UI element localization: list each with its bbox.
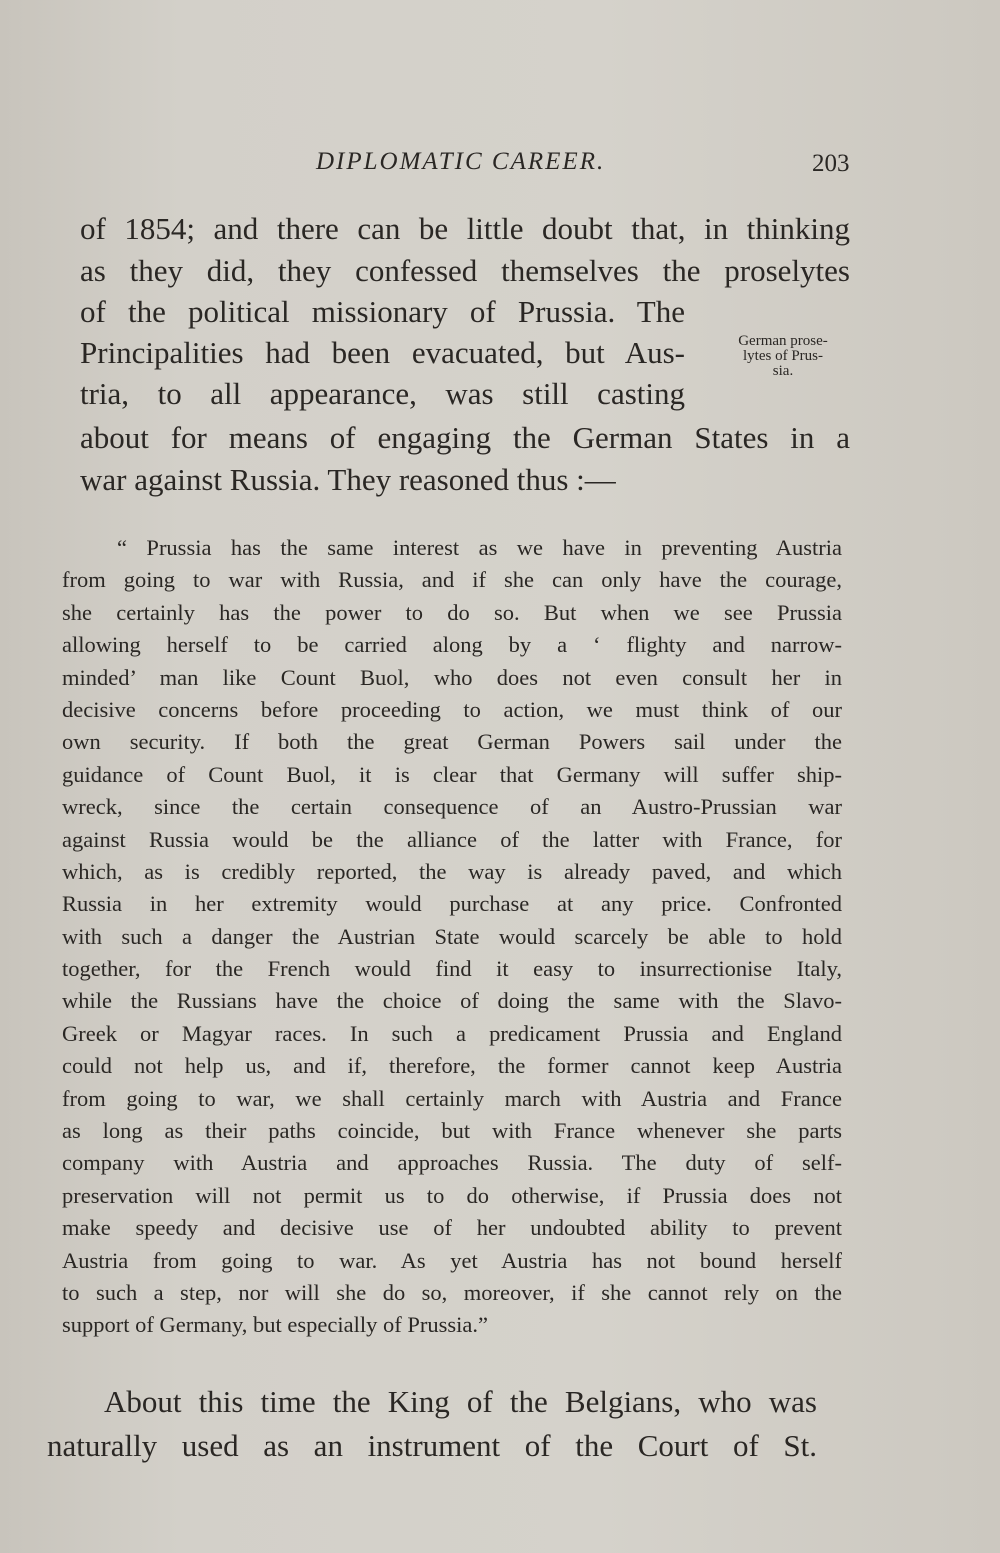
sidenote-line: sia. [772,363,794,379]
quote-line: she certainly has the power to do so. But when we see Prussia [62,599,842,625]
quote-line: make speedy and decisive use of her undoubted ability to prevent [62,1215,842,1241]
paragraph-2 [47,1380,817,1468]
quote-line: with such a danger the Austrian State would scarcely be able to hold [62,923,842,949]
quote-line: own security. If both the great German Powers sail under the [62,729,842,755]
quote-line: minded’ man like Count Buol, who does not even consult her in [62,664,842,690]
quote-line: allowing herself to be carried along by a ‘ flighty and narrow- [62,632,842,658]
quote-line: as long as their paths coincide, but with France whenever she parts [62,1118,842,1144]
quote-line: support of Germany, but especially of Prussia.” [62,1312,488,1338]
quote-line: decisive concerns before proceeding to action, we must think of our [62,696,842,722]
quote-line: which, as is credibly reported, the way is already paved, and which [62,858,842,884]
body-line: About this time the King of the Belgians, who was [104,1384,817,1419]
quote-line: guidance of Count Buol, it is clear that Germany will suffer ship- [62,761,842,787]
body-line: about for means of engaging the German States in a [80,420,850,455]
body-line: naturally used as an instrument of the Court of St. [47,1428,817,1463]
quote-line: Austria from going to war. As yet Austria has not bound herself [62,1247,842,1273]
quote-line: Russia in her extremity would purchase at any price. Confronted [62,891,842,917]
body-line: as they did, they confessed themselves the proselytes [80,253,850,288]
quote-line: from going to war with Russia, and if she can only have the courage, [62,567,842,593]
quote-line: from going to war, we shall certainly march with Austria and France [62,1085,842,1111]
body-line: of the political missionary of Prussia. The [80,294,685,329]
sidenote-line: lytes of Prus- [743,348,823,364]
sidenote-line: German prose- [738,333,828,349]
body-line: of 1854; and there can be little doubt that, in thinking [80,211,850,246]
quote-line: to such a step, nor will she do so, moreover, if she cannot rely on the [62,1279,842,1305]
quote-line: together, for the French would find it easy to insurrectionise Italy, [62,956,842,982]
quote-line: could not help us, and if, therefore, the former cannot keep Austria [62,1053,842,1079]
quote-line: wreck, since the certain consequence of an Austro-Prussian war [62,794,842,820]
body-line: tria, to all appearance, was still casting [80,376,685,411]
page-number: 203 [812,150,850,177]
margin-sidenote [718,334,848,379]
quote-line: while the Russians have the choice of doing the same with the Slavo- [62,988,842,1014]
body-line: Principalities had been evacuated, but Aus- [80,335,685,370]
quote-line: Greek or Magyar races. In such a predicament Prussia and England [62,1020,842,1046]
quote-line: company with Austria and approaches Russia. The duty of self- [62,1150,842,1176]
page-header [0,148,1000,188]
block-quotation [62,532,842,1342]
quote-line: “ Prussia has the same interest as we have in preventing Austria [117,535,842,560]
quote-line: preservation will not permit us to do otherwise, if Prussia does not [62,1182,842,1208]
quote-line: against Russia would be the alliance of the latter with France, for [62,826,842,852]
body-line: war against Russia. They reasoned thus :— [80,462,616,497]
running-title: DIPLOMATIC CAREER. [316,148,606,175]
